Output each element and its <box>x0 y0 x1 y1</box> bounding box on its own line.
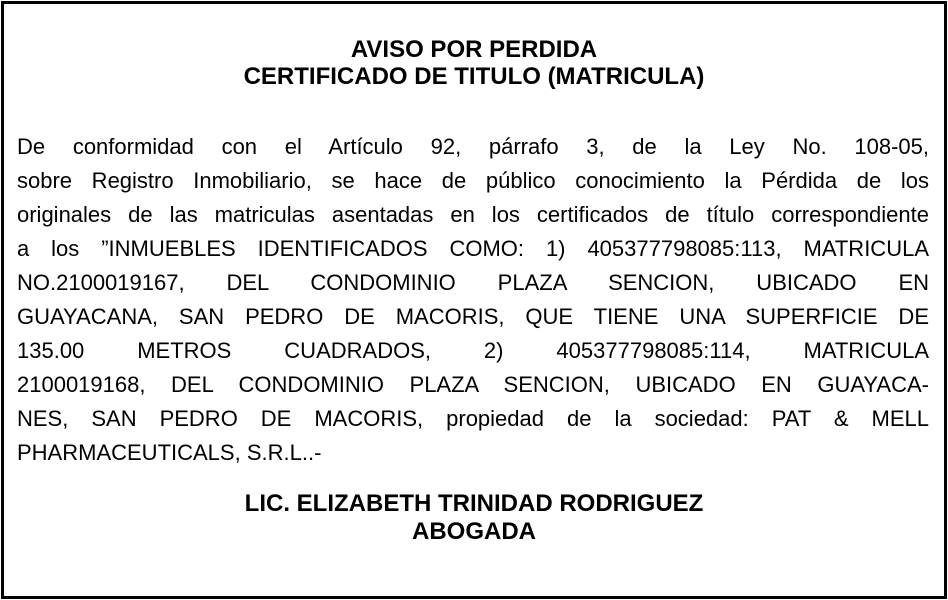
notice-frame <box>1 1 947 599</box>
body-line: originales de las matriculas asentadas en los certificados de título correspondiente <box>17 202 929 227</box>
signer-name: LIC. ELIZABETH TRINIDAD RODRIGUEZ <box>244 490 704 517</box>
signer-title: ABOGADA <box>412 518 536 545</box>
notice-title: AVISO POR PERDIDA <box>350 36 598 63</box>
body-line: sobre Registro Inmobiliario, se hace de público conocimiento la Pérdida de los <box>17 168 929 193</box>
body-line: 2100019168, DEL CONDOMINIO PLAZA SENCION, UBICADO EN GUAYACA- <box>17 372 929 397</box>
notice-heading <box>4 36 944 90</box>
body-line: a los ”INMUEBLES IDENTIFICADOS COMO: 1) 405377798085:113, MATRICULA <box>17 236 929 261</box>
notice-body <box>17 130 929 470</box>
body-line: GUAYACANA, SAN PEDRO DE MACORIS, QUE TIENE UNA SUPERFICIE DE <box>17 304 929 329</box>
body-line: 135.00 METROS CUADRADOS, 2) 405377798085:114, MATRICULA <box>17 338 929 363</box>
body-line: PHARMACEUTICALS, S.R.L..- <box>17 440 322 465</box>
notice-subtitle: CERTIFICADO DE TITULO (MATRICULA) <box>243 63 705 90</box>
body-line: NO.2100019167, DEL CONDOMINIO PLAZA SENCION, UBICADO EN <box>17 270 929 295</box>
signature-block <box>4 490 944 546</box>
body-line: NES, SAN PEDRO DE MACORIS, propiedad de la sociedad: PAT & MELL <box>17 406 929 431</box>
body-line: De conformidad con el Artículo 92, párrafo 3, de la Ley No. 108-05, <box>17 134 929 159</box>
